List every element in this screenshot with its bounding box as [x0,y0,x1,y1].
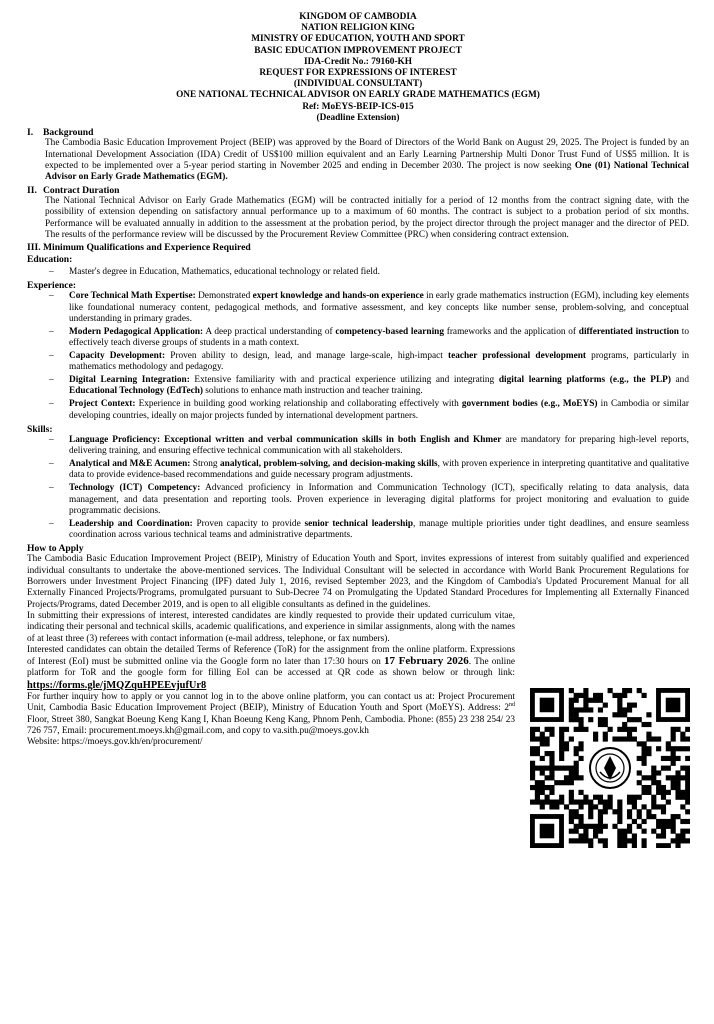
item-text: are mandatory for preparing high-level reports, delivering training, and ensuring effective technical communication with all stakeholders. [69,434,689,457]
skill-item: – Language Proficiency: Exceptional written and verbal communication skills in both English and Khmer are mandatory for preparing high-level reports, delivering training, and ensuring effective technical communication with all stakeholders. [49,434,689,457]
superscript: nd [509,702,515,709]
skill-item: – Analytical and M&E Acumen: Strong analytical, problem-solving, and decision-making skills, with proven experience in interpreting quantitative and qualitative data to provide evidence-based recommendations and guide necessary program adjustments. [49,459,690,481]
item-head: Digital Learning Integration: [69,375,190,386]
education-item-text: Master's degree in Education, Mathematics, educational technology or related field. [69,267,380,278]
item-text: Strong [190,459,220,470]
document-header [27,12,689,124]
item-bold: differentiated instruction [578,326,679,337]
experience-item: – Digital Learning Integration: Extensive familiarity with and practical experience utilizing and integrating digital learning platforms (e.g., the PLP) and Educational Technology (EdTech) solutions to enhance math instruction and teacher training. [49,375,689,397]
item-head: Core Technical Math Expertise: [69,291,196,302]
item-text: programs, particularly in mathematics methodology and pedagogy. [69,351,689,373]
education-label: Education: [27,253,73,265]
item-bold: digital learning platforms (e.g., the PLP) [498,375,671,386]
item-head: Technology (ICT) Competency: [69,483,201,494]
experience-label: Experience: [27,279,77,291]
experience-item: – Modern Pedagogical Application: A deep practical understanding of competency-based learning frameworks and the application of differentiated instruction to effectively teach diverse groups of students in a math context. [49,326,689,349]
section-number: III. [27,242,41,254]
item-head: Language Proficiency: [69,434,161,445]
section-title: Minimum Qualifications and Experience Required [43,242,251,254]
item-text: in early grade mathematics instruction (EGM), including key elements like foundational numeracy content, pedagogical methods, and formative assessment, and key concepts like number sense, problem-solving, and conceptual understanding in primary grades. [69,291,689,324]
qr-code-icon[interactable] [530,688,690,848]
skill-item: – Technology (ICT) Competency: Advanced proficiency in Information and Communication Technology (ICT), specifically relating to data analysis, data management, and data presentation and reporting tools. Proven experience in leveraging digital platforms for project monitoring and evaluation to guide programmatic decisions. [49,483,689,516]
item-head: Project Context: [69,399,136,410]
header-line: REQUEST FOR EXPRESSIONS OF INTEREST [259,68,457,79]
google-form-link[interactable]: https://forms.gle/jMQZquHPEEvjufUr8 [27,679,207,691]
qr-code-graphic [530,688,690,848]
item-head: Leadership and Coordination: [69,518,193,529]
apply-text: Interested candidates can obtain the detailed Terms of Reference (ToR) for the assignment from the online platform. Expressions of Interest (EoI) must be submitted online via the Google form no later than 17:30 hours on [27,644,515,668]
apply-paragraph-1: The Cambodia Basic Education Improvement Project (BEIP), Ministry of Education Youth and Sport, invites expressions of interest from suitably qualified and experienced individual consultants to undertake the above-mentioned services. The Individual Consultant will be selected in accordance with World Bank Procurement Regulations for Borrowers under Investment Project Financing (IPF) dated July 1, 2016, revised September 2023, and the Kingdom of Cambodia's Updated Procurement Manual for all Externally Financed Projects/Programs, promulgated pursuant to Sub-Decree 74 on Promulgating the Updated Standard Procedures for Implementing all Externally Financed Projects/Programs, dated December 2019, and is open to all eligible consultants as defined in the guidelines. [27,554,689,610]
skills-label: Skills: [27,423,53,435]
item-text: solutions to enhance math instruction and teacher training. [202,386,423,397]
item-bold: analytical, problem-solving, and decision-making skills [220,459,438,470]
item-head: Modern Pedagogical Application: [69,326,204,337]
item-bold: Exceptional written and verbal communication skills in both English and Khmer [164,434,502,445]
item-text: Experience in building good working relationship and collaborating effectively with [135,399,462,410]
item-text: to effectively teach diverse groups of students in a math context. [69,326,689,349]
apply-text: . The online platform for ToR and the google form for filling EoI can be accessed at QR code as shown below or through link: [27,657,515,679]
item-text: Advanced proficiency in Information and Communication Technology (ICT), specifically relating to data analysis, data management, and data presentation and reporting tools. Proven experience in leveraging digital platforms for project monitoring and evaluation to guide programmatic decisions. [69,483,689,516]
section-heading-contract [27,185,689,196]
section-title: Background [43,127,94,139]
item-text: in Cambodia or similar developing countries, ideally on major projects funded by international development partners. [69,399,689,421]
experience-list [27,291,689,422]
item-text: , with proven experience in interpreting quantitative and qualitative data to provide evidence-based recommendations and guide necessary program adjustments. [69,459,690,481]
background-paragraph [27,138,689,183]
background-bold: One (01) National Technical Advisor on Early Grade Mathematics (EGM). [45,161,690,183]
header-line: NATION RELIGION KING [301,23,415,34]
background-text: The Cambodia Basic Education Improvement Project (BEIP) was approved by the Board of Directors of the World Bank on August 29, 2025. The Project is funded by an International Development Association (IDA) Credit of US$100 million equivalent and an Early Learning Partnership Multi Donor Trust Fund of US$5 million. It is expected to be implemented over a 5-year period starting in November 2025 and ending in December 2030. The project is now seeking [45,138,689,172]
header-line: KINGDOM OF CAMBODIA [299,12,417,22]
item-text: Proven ability to design, lead, and manage large-scale, high-impact [165,351,448,361]
contact-text: For further inquiry how to apply or you cannot log in to the above online platform, you can contact us at: Project Procurement Unit, Cambodia Basic Education Improvement Project (BEIP), Ministry of Education Youth and Sport (MoEYS). Address: 2 [27,691,515,714]
item-bold: teacher professional development [447,351,587,361]
contact-text: Floor, Street 380, Sangkat Boeung Keng Kang I, Khan Boeung Keng Kang, Phnom Penh, Cambodia. Phone: (855) 23 238 254/ 23 726 757, Email: procurement.moeys.kh@gmail.com, and copy to va.sith.pu@moeys.gov.kh [27,714,515,736]
header-line: IDA-Credit No.: 79160-KH [303,56,413,67]
section-heading-qualifications [27,242,689,253]
experience-item: – Capacity Development: Proven ability to design, lead, and manage large-scale, high-impact teacher professional development programs, particularly in mathematics methodology and pedagogy. [49,351,689,373]
item-bold: government bodies (e.g., MoEYS) [461,399,598,410]
website-line: Website: https://moeys.gov.kh/en/procurement/ [27,737,203,748]
apply-paragraph-4 [27,692,515,737]
item-text: , manage multiple priorities under tight deadlines, and ensure seamless coordination across various technical teams and administrative departments. [69,518,689,541]
header-line: MINISTRY OF EDUCATION, YOUTH AND SPORT [251,34,465,45]
section-title: Contract Duration [43,184,120,196]
item-head: Capacity Development: [69,351,166,361]
apply-paragraph-3 [27,645,515,692]
item-text: frameworks and the application of [443,326,579,337]
header-line: (Deadline Extension) [316,112,400,123]
header-line: (INDIVIDUAL CONSULTANT) [293,79,423,90]
education-list [27,267,689,278]
header-line: Ref: MoEYS-BEIP-ICS-015 [302,101,414,112]
how-to-apply-heading: How to Apply [27,543,84,555]
section-number: II. [27,184,37,196]
item-text: Extensive familiarity with and practical experience utilizing and integrating [189,375,499,386]
item-bold: expert knowledge and hands-on experience [252,291,424,302]
section-number: I. [27,127,34,139]
header-line: BASIC EDUCATION IMPROVEMENT PROJECT [254,45,462,56]
item-text: Demonstrated [195,291,253,302]
item-head: Analytical and M&E Acumen: [69,459,191,470]
item-text: and [670,375,689,386]
experience-item: – Project Context: Experience in building good working relationship and collaborating effectively with government bodies (e.g., MoEYS) in Cambodia or similar developing countries, ideally on major projects funded by international development partners. [49,399,689,421]
contract-paragraph: The National Technical Advisor on Early Grade Mathematics (EGM) will be contracted initially for a period of 12 months from the contract signing date, with the possibility of extension depending on satisfactory annual performance up to a maximum of 60 months. The contract is subject to a probation period of six months. Performance will be evaluated annually in addition to the assessment at the probation period, by the project director through the project manager and the director of PED. The results of the performance review will be discussed by the Procurement Review Committee (PRC) when considering contract extension. [45,196,689,240]
item-bold: competency-based learning [335,326,444,337]
apply-paragraph-2: In submitting their expressions of interest, interested candidates are kindly requested to provide their updated curriculum vitae, indicating their personal and technical skills, academic qualifications, and experience in similar assignments, along with the names of at least three (3) referees with contact information (e-mail address, telephone, or fax numbers). [27,610,515,644]
education-item: – Master's degree in Education, Mathematics, educational technology or related field. [49,267,380,278]
skill-item: – Leadership and Coordination: Proven capacity to provide senior technical leadership, manage multiple priorities under tight deadlines, and ensure seamless coordination across various technical teams and administrative departments. [49,518,689,541]
item-text: A deep practical understanding of [203,326,336,337]
document-page [27,12,689,748]
deadline-date: 17 February 2026 [384,655,469,668]
section-heading-background [27,127,689,138]
experience-item: – Core Technical Math Expertise: Demonstrated expert knowledge and hands-on experience in early grade mathematics instruction (EGM), including key elements like foundational numeracy content, pedagogical methods, and formative assessment, and key concepts like number sense, problem-solving, and conceptual understanding in primary grades. [49,291,689,324]
skills-list [27,435,689,541]
item-text: Proven capacity to provide [192,518,305,529]
item-bold: senior technical leadership [304,518,414,529]
header-line: ONE NATIONAL TECHNICAL ADVISOR ON EARLY GRADE MATHEMATICS (EGM) [176,90,540,101]
item-bold: Educational Technology (EdTech) [69,386,203,397]
